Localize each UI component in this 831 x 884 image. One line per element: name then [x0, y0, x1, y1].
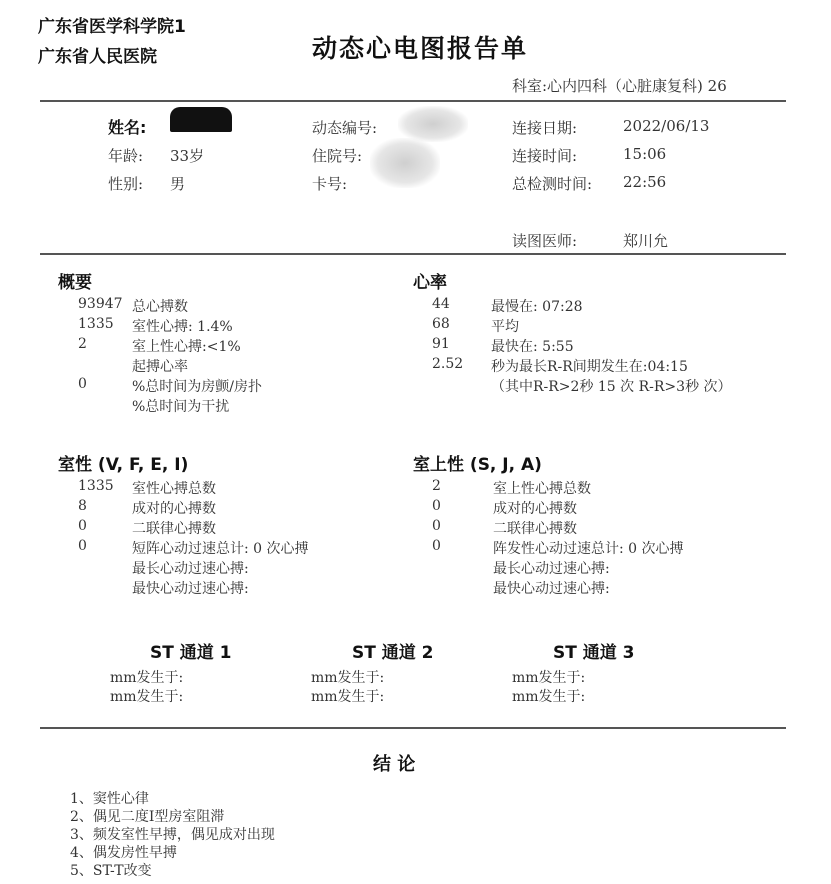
conclusion-item: 3、频发室性早搏，偶见成对出现 [70, 827, 275, 843]
supraventricular-heading: 室上性 (S, J, A) [413, 455, 542, 475]
heart-rate-text: 平均 [491, 319, 519, 335]
connect-date-label: 连接日期: [512, 119, 578, 137]
st-channel-2-line2: mm发生于: [311, 689, 385, 705]
summary-text: %总时间为房颤/房扑 [132, 379, 263, 395]
supraventricular-text: 最长心动过速心搏: [493, 561, 610, 577]
connect-time-value: 15:06 [623, 145, 667, 163]
st-channel-3-line1: mm发生于: [512, 670, 586, 686]
supraventricular-num: 0 [432, 518, 441, 534]
doctor-label: 读图医师: [512, 232, 578, 250]
doctor-value: 郑川允 [623, 232, 669, 250]
ventricular-text: 最快心动过速心搏: [132, 581, 249, 597]
st-channel-3-line2: mm发生于: [512, 689, 586, 705]
conclusion-item: 4、偶发房性早搏 [70, 845, 177, 861]
holter-id-label: 动态编号: [312, 119, 378, 137]
connect-date-value: 2022/06/13 [623, 117, 710, 135]
supraventricular-text: 二联律心搏数 [493, 521, 577, 537]
st-channel-1-line1: mm发生于: [110, 670, 184, 686]
supraventricular-text: 最快心动过速心搏: [493, 581, 610, 597]
conclusion-item: 2、偶见二度Ⅰ型房室阻滞 [70, 809, 225, 825]
ventricular-num: 0 [78, 538, 87, 554]
ventricular-num: 1335 [78, 478, 114, 494]
st-channel-2-title: ST 通道 2 [352, 643, 434, 663]
summary-num: 2 [78, 336, 87, 352]
ventricular-text: 最长心动过速心搏: [132, 561, 249, 577]
card-no-label: 卡号: [312, 175, 348, 193]
heart-rate-text: 最快在: 5:55 [491, 339, 574, 355]
supraventricular-num: 0 [432, 538, 441, 554]
heart-rate-text: （其中R-R>2秒 15 次 R-R>3秒 次） [491, 379, 732, 395]
total-time-value: 22:56 [623, 173, 667, 191]
summary-num: 1335 [78, 316, 114, 332]
inpatient-no-blurred [370, 138, 440, 188]
patient-name-label: 姓名: [108, 118, 147, 137]
conclusion-heading: 结 论 [373, 754, 416, 775]
st-channel-1-line2: mm发生于: [110, 689, 184, 705]
summary-text: 总心搏数 [132, 299, 188, 315]
supraventricular-text: 成对的心搏数 [493, 501, 577, 517]
heart-rate-num: 91 [432, 336, 450, 352]
conclusion-item: 5、ST-T改变 [70, 863, 152, 879]
ventricular-text: 短阵心动过速总计: 0 次心搏 [132, 541, 309, 557]
summary-num: 93947 [78, 296, 123, 312]
heart-rate-text: 最慢在: 07:28 [491, 299, 583, 315]
supraventricular-text: 室上性心搏总数 [493, 481, 591, 497]
age-label: 年龄: [108, 147, 144, 165]
heart-rate-num: 2.52 [432, 356, 464, 372]
sex-label: 性别: [108, 175, 144, 193]
st-channel-1-title: ST 通道 1 [150, 643, 232, 663]
age-value: 33岁 [170, 147, 205, 165]
connect-time-label: 连接时间: [512, 147, 578, 165]
ventricular-heading: 室性 (V, F, E, I) [58, 455, 189, 475]
ventricular-text: 室性心搏总数 [132, 481, 216, 497]
st-channel-2-line1: mm发生于: [311, 670, 385, 686]
heart-rate-num: 68 [432, 316, 450, 332]
supraventricular-num: 2 [432, 478, 441, 494]
summary-heading: 概要 [58, 273, 92, 293]
supraventricular-num: 0 [432, 498, 441, 514]
total-time-label: 总检测时间: [512, 175, 593, 193]
summary-text: 室上性心搏:<1% [132, 339, 241, 355]
heart-rate-text: 秒为最长R-R间期发生在:04:15 [491, 359, 688, 375]
patient-name-redacted [170, 107, 232, 132]
middle-divider [40, 253, 786, 255]
supraventricular-text: 阵发性心动过速总计: 0 次心搏 [493, 541, 684, 557]
holter-id-blurred [398, 106, 468, 142]
hospital-name-line2: 广东省人民医院 [38, 47, 157, 67]
summary-text: 起搏心率 [132, 359, 188, 375]
ventricular-text: 成对的心搏数 [132, 501, 216, 517]
ventricular-num: 8 [78, 498, 87, 514]
department: 科室:心内四科（心脏康复科) 26 [512, 77, 727, 95]
heart-rate-num: 44 [432, 296, 450, 312]
report-title: 动态心电图报告单 [312, 34, 529, 63]
inpatient-no-label: 住院号: [312, 147, 363, 165]
ventricular-num: 0 [78, 518, 87, 534]
summary-num: 0 [78, 376, 87, 392]
sex-value: 男 [170, 175, 186, 193]
summary-text: 室性心搏: 1.4% [132, 319, 233, 335]
ventricular-text: 二联律心搏数 [132, 521, 216, 537]
hospital-name-line1: 广东省医学科学院1 [38, 17, 186, 37]
st-channel-3-title: ST 通道 3 [553, 643, 635, 663]
summary-text: %总时间为干扰 [132, 399, 230, 415]
bottom-divider [40, 727, 786, 729]
conclusion-item: 1、窦性心律 [70, 791, 149, 807]
top-divider [40, 100, 786, 102]
heart-rate-heading: 心率 [413, 273, 447, 293]
